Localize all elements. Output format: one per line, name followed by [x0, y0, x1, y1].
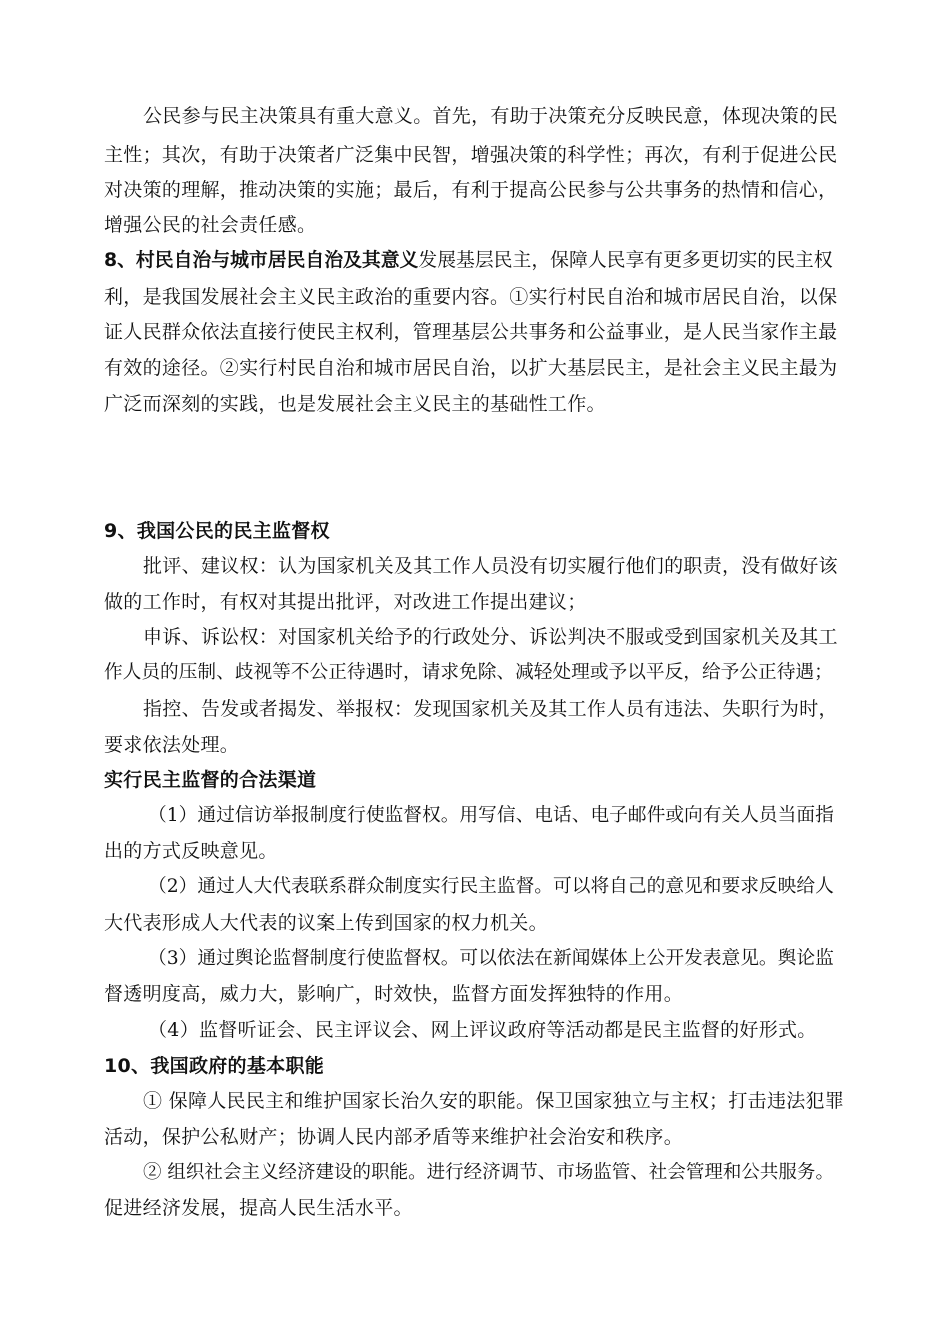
paragraph-line: 公民参与民主决策具有重大意义。首先，有助于决策充分反映民意，体现决策的民	[143, 105, 838, 127]
section-8-heading: 8、村民自治与城市居民自治及其意义	[104, 250, 419, 271]
paragraph-line: 指控、告发或者揭发、举报权：发现国家机关及其工作人员有违法、失职行为时，	[143, 698, 838, 720]
paragraph-line: （2）通过人大代表联系群众制度实行民主监督。可以将自己的意见和要求反映给人	[148, 876, 834, 897]
paragraph-line: ② 组织社会主义经济建设的职能。进行经济调节、市场监管、社会管理和公共服务。	[143, 1162, 834, 1183]
channels-heading: 实行民主监督的合法渠道	[104, 769, 317, 791]
section-8-text: 发展基层民主，保障人民享有更多更切实的民主权	[418, 250, 833, 271]
paragraph-line: 利，是我国发展社会主义民主政治的重要内容。①实行村民自治和城市居民自治，以保	[104, 286, 838, 308]
paragraph-line: 作人员的压制、歧视等不公正待遇时，请求免除、减轻处理或予以平反，给予公正待遇；	[104, 662, 833, 683]
paragraph-line: 申诉、诉讼权：对国家机关给予的行政处分、诉讼判决不服或受到国家机关及其工	[143, 626, 838, 648]
paragraph-line: 做的工作时，有权对其提出批评，对改进工作提出建议；	[104, 591, 587, 613]
paragraph-line: （1）通过信访举报制度行使监督权。用写信、电话、电子邮件或向有关人员当面指	[148, 805, 834, 826]
paragraph-line: 活动，保护公私财产；协调人民内部矛盾等来维护社会治安和秩序。	[104, 1126, 684, 1148]
paragraph-line: 促进经济发展，提高人民生活水平。	[104, 1197, 413, 1219]
paragraph-line: 增强公民的社会责任感。	[104, 214, 317, 236]
paragraph-line: 证人民群众依法直接行使民主权利，管理基层公共事务和公益事业，是人民当家作主最	[104, 321, 838, 343]
paragraph-line: ① 保障人民民主和维护国家长治久安的职能。保卫国家独立与主权；打击违法犯罪	[143, 1090, 845, 1112]
paragraph-line: 督透明度高，威力大，影响广，时效快，监督方面发挥独特的作用。	[104, 983, 684, 1005]
section-9-heading: 9、我国公民的民主监督权	[104, 520, 330, 542]
paragraph-line: 出的方式反映意见。	[104, 840, 278, 862]
paragraph-line: （4）监督听证会、民主评议会、网上评议政府等活动都是民主监督的好形式。	[148, 1019, 817, 1041]
paragraph-line: 批评、建议权：认为国家机关及其工作人员没有切实履行他们的职责，没有做好该	[143, 555, 838, 577]
paragraph-line: （3）通过舆论监督制度行使监督权。可以依法在新闻媒体上公开发表意见。舆论监	[148, 948, 834, 969]
section-8-line	[104, 249, 833, 273]
paragraph-line: 广泛而深刻的实践，也是发展社会主义民主的基础性工作。	[104, 393, 606, 415]
paragraph-line: 大代表形成人大代表的议案上传到国家的权力机关。	[104, 912, 548, 934]
section-10-heading: 10、我国政府的基本职能	[104, 1055, 325, 1077]
paragraph-line: 有效的途径。②实行村民自治和城市居民自治，以扩大基层民主，是社会主义民主最为	[104, 357, 838, 379]
paragraph-line: 要求依法处理。	[104, 734, 240, 756]
paragraph-line: 对决策的理解，推动决策的实施；最后，有利于提高公民参与公共事务的热情和信心，	[104, 179, 838, 201]
paragraph-line: 主性；其次，有助于决策者广泛集中民智，增强决策的科学性；再次，有利于促进公民	[104, 144, 838, 166]
